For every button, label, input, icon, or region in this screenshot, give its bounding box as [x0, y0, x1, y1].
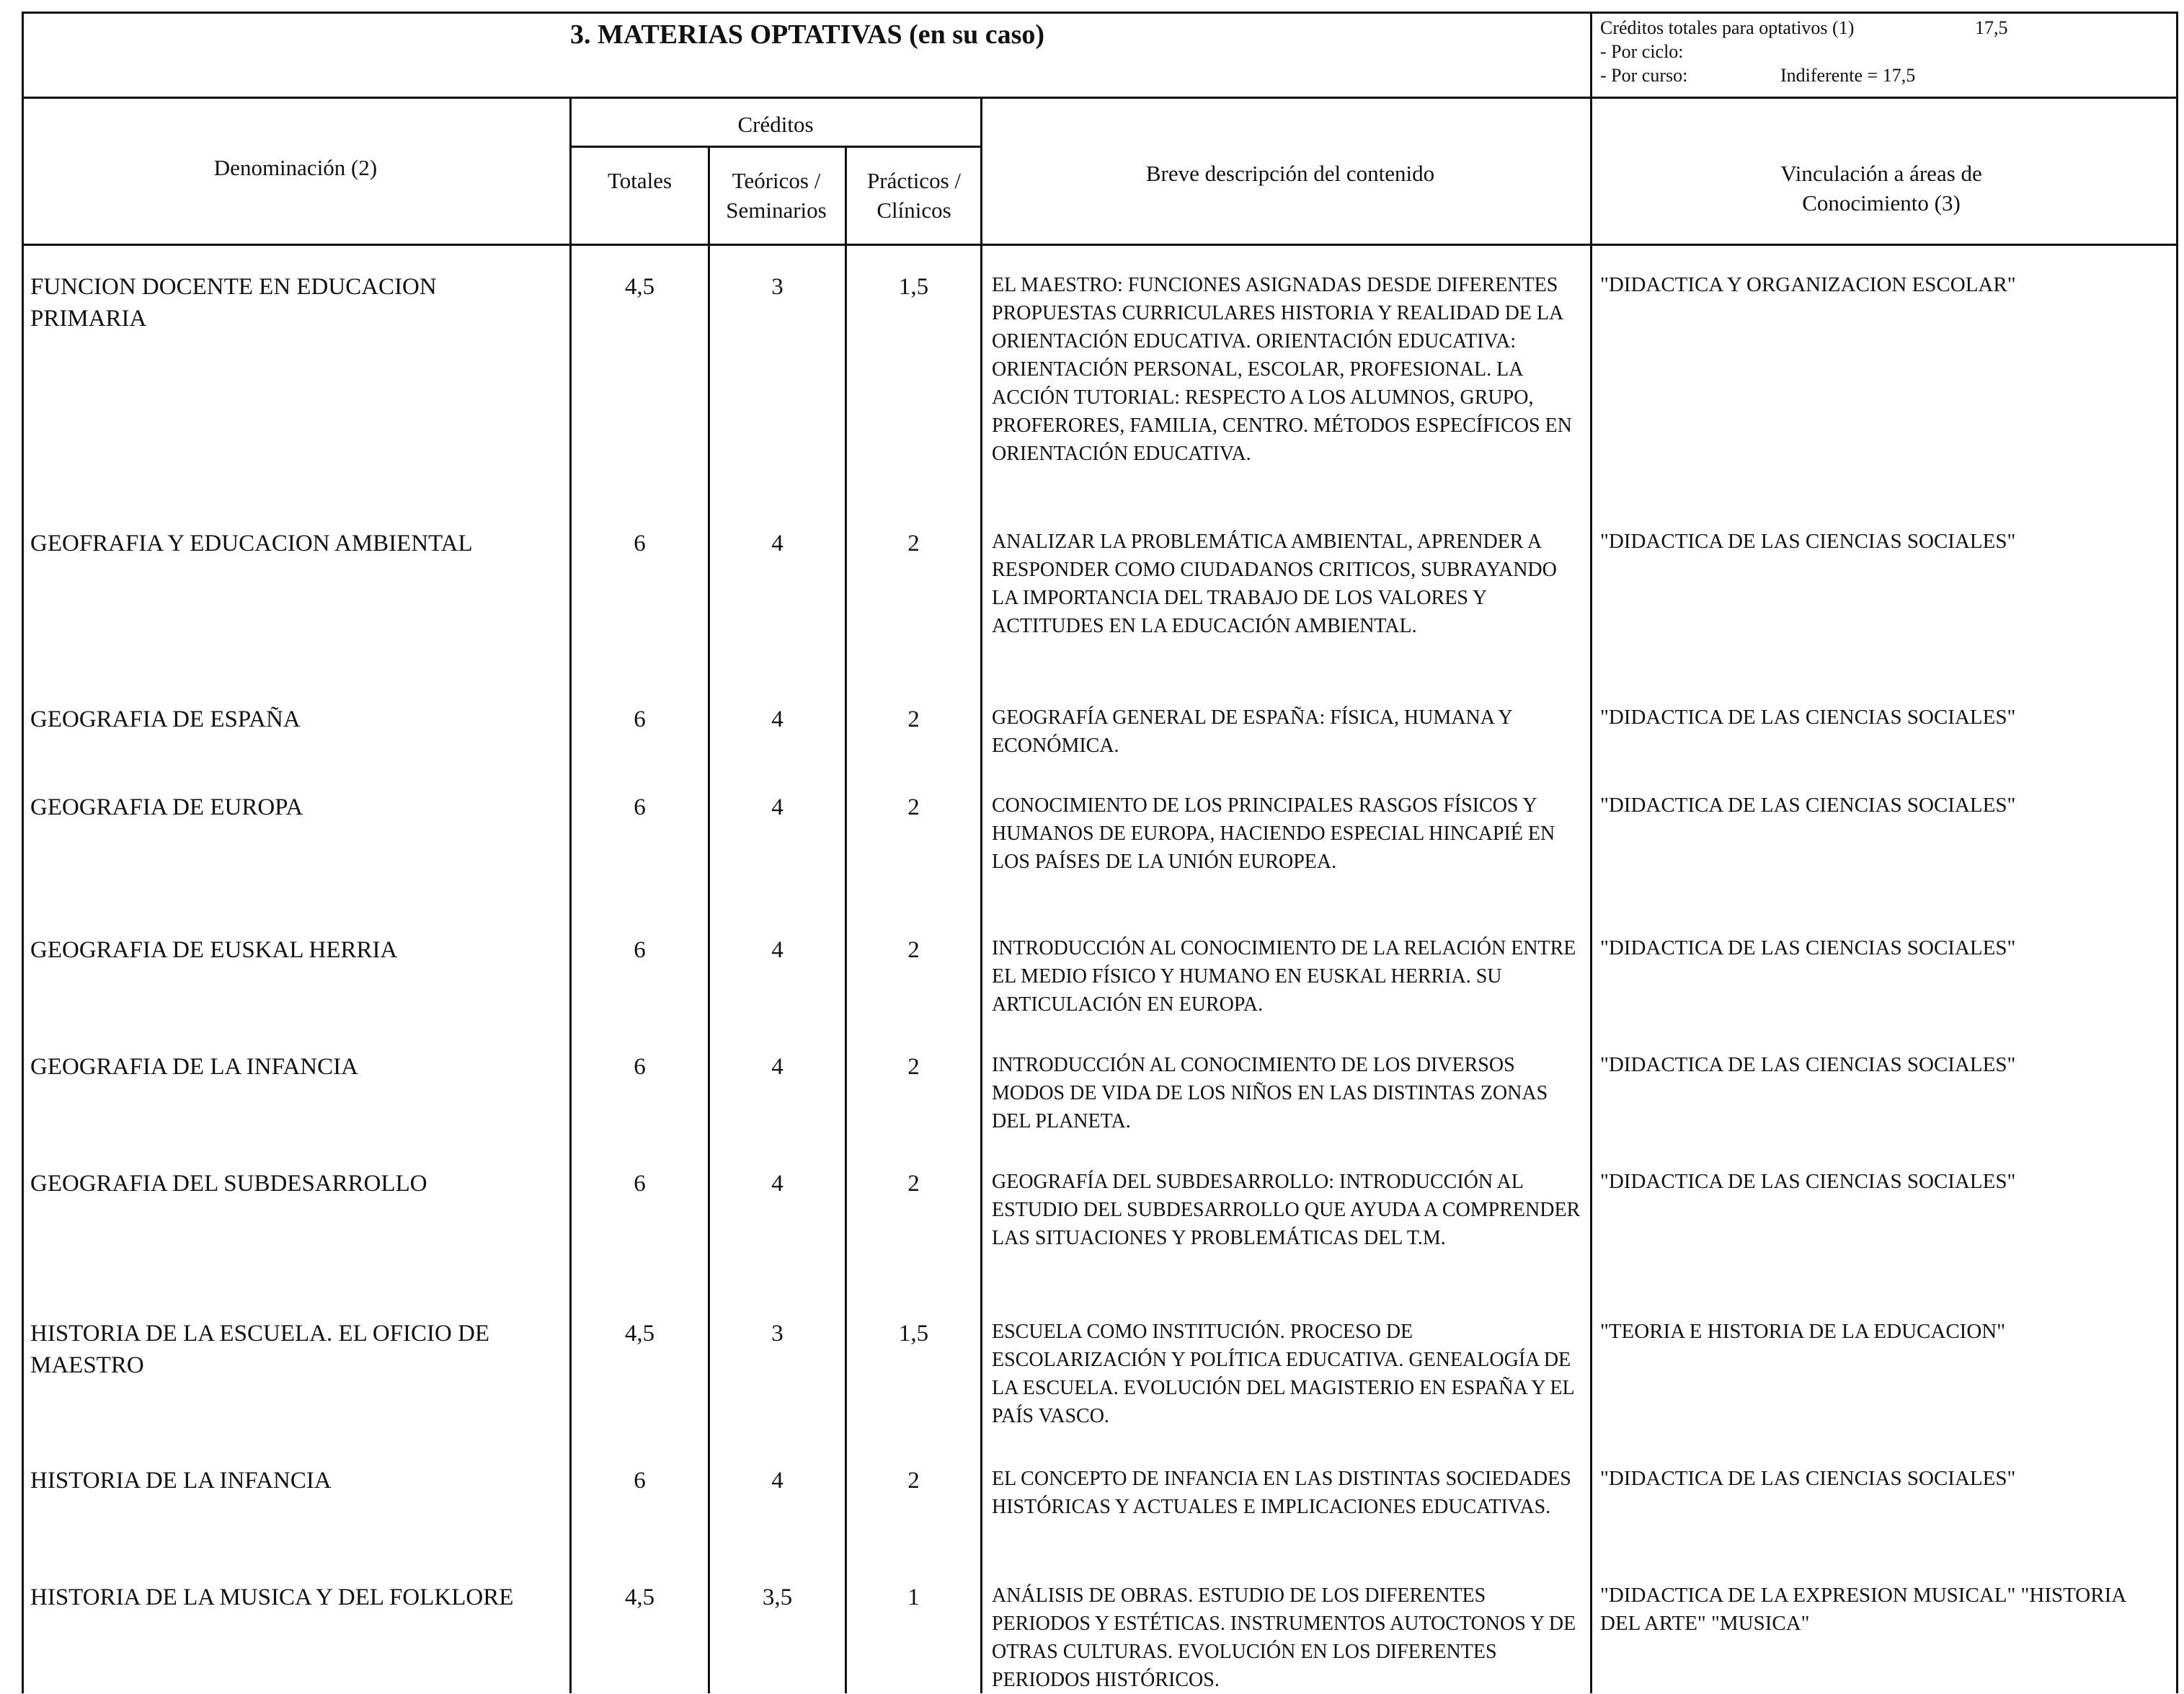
course-name: HISTORIA DE LA ESCUELA. EL OFICIO DE MAESTRO: [30, 1321, 490, 1378]
credits-practice: 2: [907, 706, 920, 732]
credits-total: 6: [634, 794, 646, 820]
credits-practice: 2: [907, 937, 920, 963]
course-name: HISTORIA DE LA INFANCIA: [30, 1468, 332, 1494]
course-description: CONOCIMIENTO DE LOS PRINCIPALES RASGOS FÍSICOS Y HUMANOS DE EUROPA, HACIENDO ESPECIAL HINCAPIÉ EN LOS PAÍSES DE LA UNIÓN EUROPEA.: [992, 794, 1555, 873]
course-name: GEOGRAFIA DE EUROPA: [30, 794, 303, 820]
course-description: ANÁLISIS DE OBRAS. ESTUDIO DE LOS DIFERENTES PERIODOS Y ESTÉTICAS. INSTRUMENTOS AUTOCTONOS Y DE OTRAS CULTURAS. EVOLUCIÓN EN LOS DIFERENTES PERIODOS HISTÓRICOS.: [992, 1584, 1576, 1691]
header-teoricos: Teóricos / Seminarios: [726, 168, 827, 223]
course-description: INTRODUCCIÓN AL CONOCIMIENTO DE LOS DIVERSOS MODOS DE VIDA DE LOS NIÑOS EN LAS DISTINTAS ZONAS DEL PLANETA.: [992, 1054, 1548, 1132]
credits-total: 6: [634, 1468, 646, 1494]
knowledge-area: "DIDACTICA DE LAS CIENCIAS SOCIALES": [1600, 936, 2016, 959]
table-frame: [22, 12, 2178, 1693]
border-left: [22, 12, 24, 1693]
credits-practice: 1,5: [898, 274, 929, 300]
course-description: ESCUELA COMO INSTITUCIÓN. PROCESO DE ESCOLARIZACIÓN Y POLÍTICA EDUCATIVA. GENEALOGÍA DE LA ESCUELA. EVOLUCIÓN DEL MAGISTERIO EN ESPAÑA Y EL PAÍS VASCO.: [992, 1321, 1574, 1427]
course-name: GEOGRAFIA DE EUSKAL HERRIA: [30, 937, 398, 963]
header-creditos: Créditos: [737, 112, 814, 137]
credits-total: 6: [634, 1054, 646, 1080]
col-divider-2: [708, 146, 710, 1693]
course-name: GEOGRAFIA DEL SUBDESARROLLO: [30, 1171, 427, 1197]
credits-practice: 2: [907, 794, 920, 820]
knowledge-area: "TEORIA E HISTORIA DE LA EDUCACION": [1600, 1320, 2006, 1343]
knowledge-area: "DIDACTICA DE LAS CIENCIAS SOCIALES": [1600, 1467, 2016, 1490]
course-name: GEOGRAFIA DE LA INFANCIA: [30, 1054, 358, 1080]
border-right: [2176, 12, 2178, 1693]
credits-theory: 3,5: [762, 1584, 793, 1610]
credits-theory: 3: [771, 274, 784, 300]
creditos-subdivider: [569, 146, 982, 148]
course-description: INTRODUCCIÓN AL CONOCIMIENTO DE LA RELACIÓN ENTRE EL MEDIO FÍSICO Y HUMANO EN EUSKAL HERRIA. SU ARTICULACIÓN EN EUROPA.: [992, 937, 1576, 1016]
credit-summary: [1600, 16, 2170, 87]
total-credits-value: 17,5: [1975, 17, 2008, 38]
credits-theory: 4: [771, 937, 784, 963]
col-divider-5: [1590, 97, 1592, 1693]
header-denominacion: Denominación (2): [213, 155, 378, 180]
header-descripcion: Breve descripción del contenido: [1145, 161, 1435, 186]
per-course-label: - Por curso:: [1600, 65, 1688, 86]
credits-practice: 1: [907, 1584, 920, 1610]
col-divider-1: [569, 97, 572, 1693]
credits-practice: 1,5: [898, 1321, 929, 1347]
knowledge-area: "DIDACTICA DE LAS CIENCIAS SOCIALES": [1600, 706, 2016, 729]
header-bottom: [22, 244, 2178, 246]
header-totales: Totales: [607, 168, 672, 193]
credits-theory: 4: [771, 531, 784, 556]
credits-total: 4,5: [624, 1321, 655, 1347]
course-description: GEOGRAFÍA GENERAL DE ESPAÑA: FÍSICA, HUMANA Y ECONÓMICA.: [992, 706, 1512, 757]
credits-total: 6: [634, 531, 646, 556]
page-title: 3. MATERIAS OPTATIVAS (en su caso): [569, 19, 1045, 50]
course-description: EL CONCEPTO DE INFANCIA EN LAS DISTINTAS SOCIEDADES HISTÓRICAS Y ACTUALES E IMPLICACIONES EDUCATIVAS.: [992, 1468, 1571, 1518]
credits-practice: 2: [907, 531, 920, 556]
credits-practice: 2: [907, 1054, 920, 1080]
knowledge-area: "DIDACTICA DE LAS CIENCIAS SOCIALES": [1600, 1053, 2016, 1076]
per-cycle-label: - Por ciclo:: [1600, 41, 1684, 62]
credits-total: 4,5: [624, 274, 655, 300]
header-vinculacion: Vinculación a áreas de Conocimiento (3): [1780, 161, 1982, 216]
credits-practice: 2: [907, 1468, 920, 1494]
title-row-divider: [22, 97, 2178, 99]
credits-theory: 4: [771, 706, 784, 732]
header-practicos: Prácticos / Clínicos: [867, 168, 961, 223]
course-description: ANALIZAR LA PROBLEMÁTICA AMBIENTAL, APRENDER A RESPONDER COMO CIUDADANOS CRITICOS, SUBRAYANDO LA IMPORTANCIA DEL TRABAJO DE LOS VALORES Y ACTITUDES EN LA EDUCACIÓN AMBIENTAL.: [992, 531, 1557, 637]
knowledge-area: "DIDACTICA DE LA EXPRESION MUSICAL" "HISTORIA DEL ARTE" "MUSICA": [1600, 1584, 2126, 1635]
credits-theory: 4: [771, 1054, 784, 1080]
credits-theory: 4: [771, 1171, 784, 1197]
course-description: GEOGRAFÍA DEL SUBDESARROLLO: INTRODUCCIÓN AL ESTUDIO DEL SUBDESARROLLO QUE AYUDA A COMPRENDER LAS SITUACIONES Y PROBLEMÁTICAS DEL T.M.: [992, 1171, 1581, 1249]
knowledge-area: "DIDACTICA DE LAS CIENCIAS SOCIALES": [1600, 1170, 2016, 1193]
total-credits-label: Créditos totales para optativos (1): [1600, 17, 1855, 38]
credits-theory: 4: [771, 794, 784, 820]
border-top: [22, 12, 2178, 14]
course-name: HISTORIA DE LA MUSICA Y DEL FOLKLORE: [30, 1584, 514, 1610]
credits-total: 4,5: [624, 1584, 655, 1610]
course-description: EL MAESTRO: FUNCIONES ASIGNADAS DESDE DIFERENTES PROPUESTAS CURRICULARES HISTORIA Y REALIDAD DE LA ORIENTACIÓN EDUCATIVA. ORIENTACIÓN EDUCATIVA: ORIENTACIÓN PERSONAL, ESCOLAR, PROFESIONAL. LA ACCIÓN TUTORIAL: RESPECTO A LOS ALUMNOS, GRUPO, PROFERORES, FAMILIA, CENTRO. MÉTODOS ESPECÍFICOS EN ORIENTACIÓN EDUCATIVA.: [992, 274, 1572, 465]
knowledge-area: "DIDACTICA DE LAS CIENCIAS SOCIALES": [1600, 530, 2016, 553]
course-name: FUNCION DOCENTE EN EDUCACION PRIMARIA: [30, 274, 437, 332]
credits-practice: 2: [907, 1171, 920, 1197]
credits-theory: 4: [771, 1468, 784, 1494]
course-name: GEOGRAFIA DE ESPAÑA: [30, 706, 301, 732]
knowledge-area: "DIDACTICA DE LAS CIENCIAS SOCIALES": [1600, 794, 2016, 817]
credits-total: 6: [634, 706, 646, 732]
col-divider-3: [845, 146, 847, 1693]
col-divider-4: [980, 97, 982, 1693]
credits-total: 6: [634, 937, 646, 963]
per-course-value: Indiferente = 17,5: [1780, 65, 1916, 86]
credits-total: 6: [634, 1171, 646, 1197]
credits-theory: 3: [771, 1321, 784, 1347]
course-name: GEOFRAFIA Y EDUCACION AMBIENTAL: [30, 531, 473, 556]
knowledge-area: "DIDACTICA Y ORGANIZACION ESCOLAR": [1600, 273, 2016, 296]
